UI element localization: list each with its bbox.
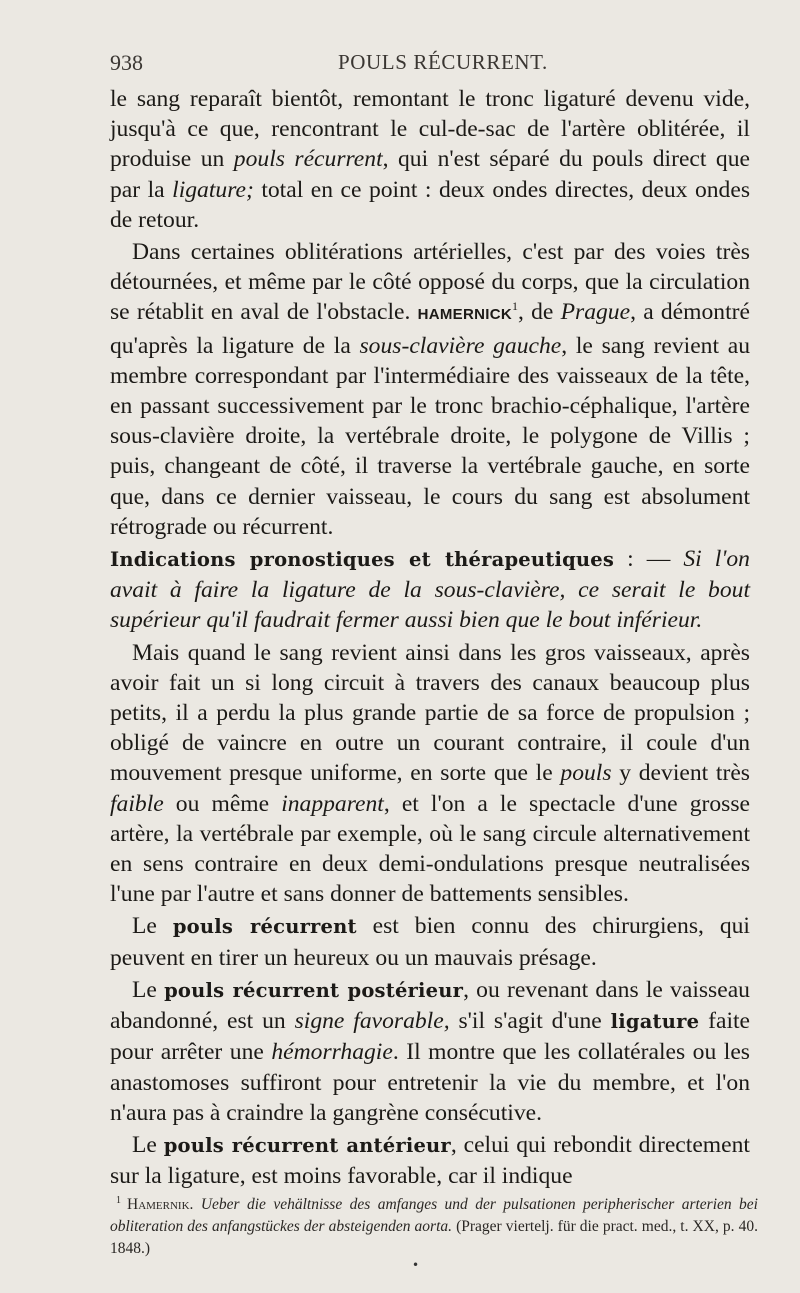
emphasis: sous-clavière gauche — [359, 332, 562, 359]
emphasis: inapparent — [281, 790, 384, 817]
footnote-title: Ueber die vehältnisse des amfanges und der pulsationen peripherischer arterien bei obliteration des anfangstückes der absteigenden aorta. — [110, 1196, 758, 1236]
paragraph-6: Le pouls récurrent postérieur, ou revenant dans le vaisseau abandonné, est un signe favorable, s'il s'agit d'une ligature faite pour arrêter une hémorrhagie. Il montre que les collatérales ou les anastomoses suffiront pour entretenir la vie du membre, et l'on n'aura pas à craindre la gangrène consécutive. — [110, 976, 751, 1126]
emphasis: pouls — [560, 760, 612, 787]
bold-term: pouls récurrent postérieur — [164, 978, 464, 1002]
signature-mark: • — [412, 1258, 420, 1272]
paragraph-1: le sang reparaît bientôt, remontant le tronc ligaturé devenu vide, jusqu'à ce que, rencontrant le cul-de-sac de l'artère oblitérée, il produise un pouls récurrent, qui n'est séparé du pouls direct que par la ligature; total en ce point : deux ondes directes, deux ondes de retour. — [110, 86, 751, 233]
emphasis: signe favorable, — [294, 1008, 450, 1035]
paragraph-3: Indications pronostiques et thérapeutiques : — Si l'on avait à faire la ligature de la sous-clavière, ce serait le bout supérieur qu'il faudrait fermer aussi bien que le bout inférieur. — [110, 546, 750, 634]
bold-term: ligature — [610, 1010, 700, 1034]
bold-term: pouls récurrent antérieur — [163, 1133, 451, 1157]
footnote-number: 1 — [116, 1195, 121, 1206]
emphasis: Prague — [560, 299, 631, 326]
emphasis: faible — [110, 790, 164, 817]
emphasis: Si l'on avait à faire la ligature de la sous-clavière, ce serait le bout supérieur qu'il faudrait fermer aussi bien que le bout inférieur. — [110, 546, 750, 634]
paragraph-2: Dans certaines oblitérations artérielles, c'est par des voies très détournées, et même par le côté opposé du corps, que la circulation se rétablit en aval de l'obstacle. HAMERNICK$^1$, de Prague, a démontré qu'après la ligature de la sous-clavière gauche, le sang revient au membre correspondant par l'intermédiaire des vaisseaux de la tête, en passant successivement par le tronc brachio-céphalique, l'artère sous-clavière droite, la vertébrale droite, le polygone de Villis ; puis, changeant de côté, il traverse la vertébrale gauche, en sorte que, dans ce dernier vaisseau, le cours du sang est absolument rétrograde ou récurrent. — [110, 239, 750, 540]
emphasis: hémorrhagie — [271, 1039, 393, 1066]
footnote-source: (Prager viertelj. für die pract. med., t. XX, p. 40. 1848.) — [110, 1218, 758, 1258]
section-heading: Indications pronostiques et thérapeutiques — [110, 548, 615, 572]
author-name: HAMERNICK — [417, 306, 512, 324]
paragraph-4: Mais quand le sang revient ainsi dans les gros vaisseaux, après avoir fait un si long circuit à travers des canaux beaucoup plus petits, il a perdu la plus grande partie de sa force de propulsion ; obligé de vaincre en outre un courant contraire, il coule d'un mouvement presque uniforme, en sorte que le pouls y devient très faible ou même inapparent, et l'on a le spectacle d'une grosse artère, la vertébrale par exemple, où le sang circule alternativement en sens contraire en deux demi-ondulations presque neutralisées l'une par l'autre et sans donner de battements sensibles. — [110, 639, 751, 908]
footnote-ref: 1 — [512, 299, 518, 314]
footnote — [110, 1190, 758, 1260]
page-header — [110, 50, 750, 82]
emphasis: pouls récurrent — [233, 146, 383, 173]
page-number: 938 — [110, 50, 143, 75]
paragraph-5: Le pouls récurrent est bien connu des chirurgiens, qui peuvent en tirer un heureux ou un mauvais présage. — [110, 913, 750, 971]
emphasis: ligature; — [172, 176, 254, 203]
body-text — [110, 84, 750, 1191]
running-title: POULS RÉCURRENT. — [338, 50, 548, 74]
bold-term: pouls récurrent — [172, 915, 357, 939]
paragraph-7: Le pouls récurrent antérieur, celui qui rebondit directement sur la ligature, est moins favorable, car il indique — [110, 1131, 750, 1190]
footnote-author: Hamernik. — [127, 1196, 194, 1214]
